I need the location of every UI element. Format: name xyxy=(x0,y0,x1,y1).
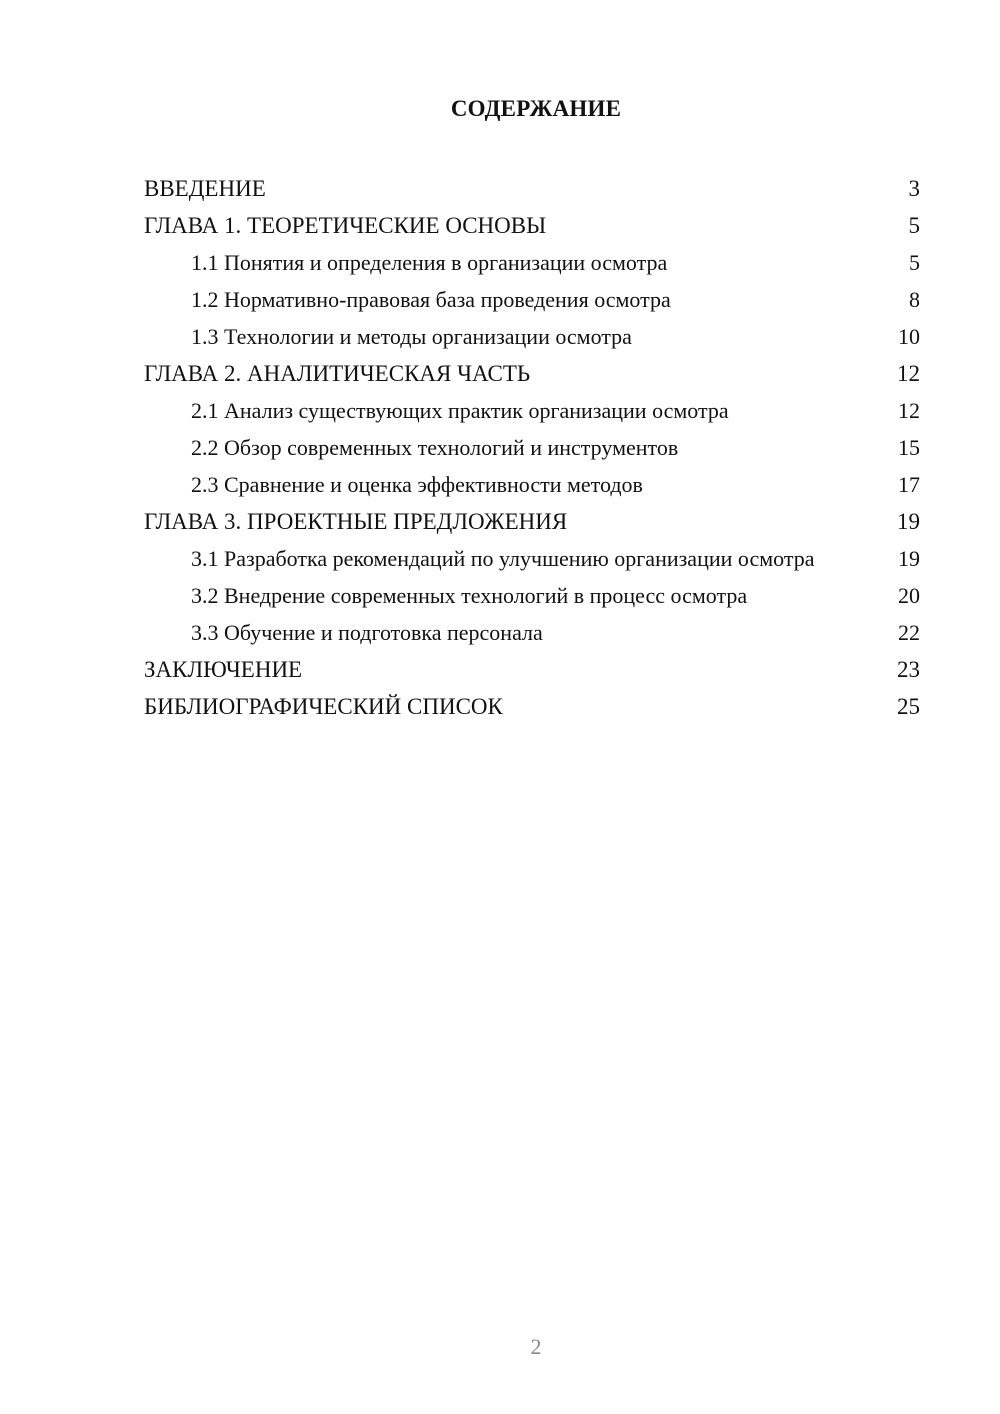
toc-entry-label: ГЛАВА 3. ПРОЕКТНЫЕ ПРЕДЛОЖЕНИЯ xyxy=(144,509,568,534)
toc-entry-label: 3.2 Внедрение современных технологий в процесс осмотра xyxy=(191,583,748,608)
toc-entry-label: 1.2 Нормативно-правовая база проведения осмотра xyxy=(191,287,671,312)
page-title: СОДЕРЖАНИЕ xyxy=(450,96,622,121)
toc-entry-label: БИБЛИОГРАФИЧЕСКИЙ СПИСОК xyxy=(144,694,503,719)
toc-entry-page: 22 xyxy=(898,620,920,645)
table-of-contents xyxy=(144,170,920,725)
toc-entry-page: 20 xyxy=(898,583,920,608)
toc-entry-label: 3.3 Обучение и подготовка персонала xyxy=(191,620,543,645)
toc-entry-label: 2.2 Обзор современных технологий и инструментов xyxy=(191,435,679,460)
toc-entry-label: ГЛАВА 2. АНАЛИТИЧЕСКАЯ ЧАСТЬ xyxy=(144,361,531,386)
page-number: 2 xyxy=(530,1334,542,1359)
toc-entry-section-3-1[interactable] xyxy=(144,540,920,577)
toc-entry-page: 12 xyxy=(898,398,920,423)
toc-entry-chapter-3[interactable] xyxy=(144,503,920,540)
toc-entry-label: 1.1 Понятия и определения в организации осмотра xyxy=(191,250,668,275)
toc-entry-section-3-2[interactable] xyxy=(144,577,920,614)
toc-entry-section-2-1[interactable] xyxy=(144,392,920,429)
toc-entry-chapter-2[interactable] xyxy=(144,355,920,392)
toc-entry-conclusion[interactable] xyxy=(144,651,920,688)
toc-entry-page: 3 xyxy=(908,176,920,201)
toc-entry-page: 19 xyxy=(897,509,920,534)
toc-entry-section-2-2[interactable] xyxy=(144,429,920,466)
toc-entry-section-1-3[interactable] xyxy=(144,318,920,355)
toc-entry-label: 1.3 Технологии и методы организации осмотра xyxy=(191,324,632,349)
toc-entry-label: 3.1 Разработка рекомендаций по улучшению организации осмотра xyxy=(191,546,815,571)
toc-entry-page: 5 xyxy=(909,250,920,275)
toc-entry-bibliography[interactable] xyxy=(144,688,920,725)
toc-entry-section-1-1[interactable] xyxy=(144,244,920,281)
toc-entry-page: 25 xyxy=(897,694,920,719)
toc-entry-section-3-3[interactable] xyxy=(144,614,920,651)
toc-entry-label: 2.1 Анализ существующих практик организации осмотра xyxy=(191,398,729,423)
toc-entry-chapter-1[interactable] xyxy=(144,207,920,244)
toc-entry-page: 12 xyxy=(897,361,920,386)
toc-entry-label: ВВЕДЕНИЕ xyxy=(144,176,266,201)
toc-entry-page: 19 xyxy=(898,546,920,571)
toc-entry-label: ЗАКЛЮЧЕНИЕ xyxy=(144,657,303,682)
toc-entry-page: 17 xyxy=(898,472,920,497)
toc-entry-page: 23 xyxy=(897,657,920,682)
toc-entry-page: 15 xyxy=(898,435,920,460)
toc-entry-page: 10 xyxy=(898,324,920,349)
toc-entry-section-1-2[interactable] xyxy=(144,281,920,318)
toc-entry-section-2-3[interactable] xyxy=(144,466,920,503)
toc-entry-page: 8 xyxy=(909,287,920,312)
toc-entry-label: 2.3 Сравнение и оценка эффективности методов xyxy=(191,472,643,497)
toc-entry-introduction[interactable] xyxy=(144,170,920,207)
toc-entry-label: ГЛАВА 1. ТЕОРЕТИЧЕСКИЕ ОСНОВЫ xyxy=(144,213,547,238)
toc-entry-page: 5 xyxy=(908,213,920,238)
